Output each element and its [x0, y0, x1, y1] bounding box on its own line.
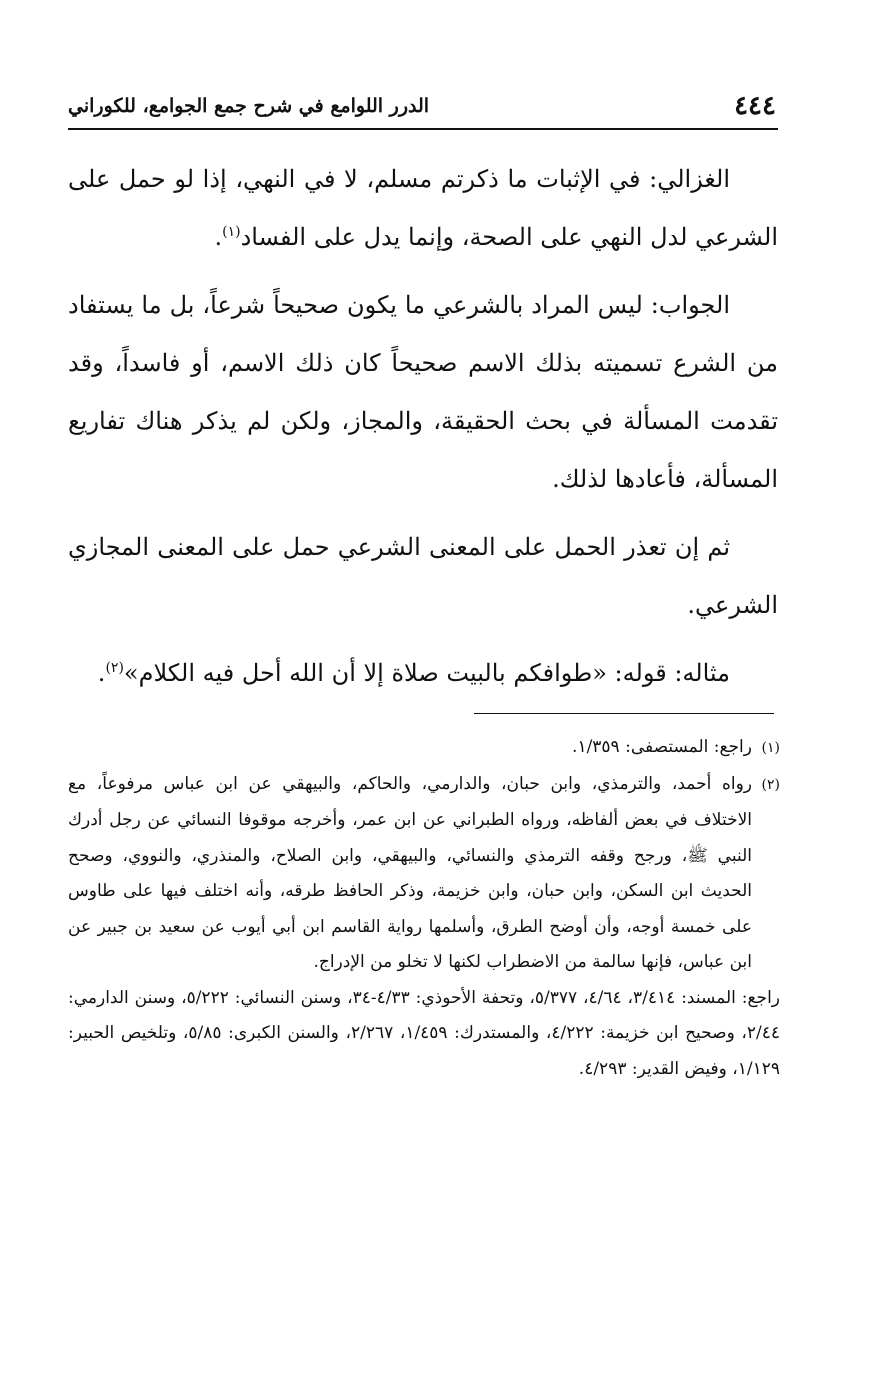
footnote-marker: (٢) [105, 660, 124, 676]
footnote-references: راجع: المسند: ٣/٤١٤، ٤/٦٤، ٥/٣٧٧، وتحفة الأحوذي: ٤/٣٣-٣٤، وسنن النسائي: ٥/٢٢٢، وسنن الدارمي: ٢/٤٤، وصحيح ابن خزيمة: ٤/٢٢٢، والمستدرك: ١/٤٥٩، ٢/٢٦٧، والسنن الكبرى: ٥/٨٥، وتلخيص الحبير: ١/١٢٩، وفيض القدير: ٤/٢٩٣. [68, 987, 780, 1079]
footnote-2 [68, 767, 780, 981]
footnote-1 [68, 730, 780, 767]
footnote-text: رواه أحمد، والترمذي، وابن حبان، والدارمي، والحاكم، والبيهقي عن ابن عباس مرفوعاً، مع الاختلاف في بعض ألفاظه، ورواه الطبراني عن ابن عمر، وأخرجه موقوفا النسائي عن رجل أدرك النبي ﷺ، ورجح وقفه الترمذي والنسائي، والبيهقي، وابن الصلاح، والمنذري، والنووي، وصحح الحديث ابن السكن، وابن حبان، وابن خزيمة، وذكر الحافظ طرقه، وأنه اختلف فيها على طاوس على خمسة أوجه، وأن أوضح الطرق، وأسلمها رواية القاسم ابن أبي أيوب عن سعيد بن جبير عن ابن عباس، فإنها سالمة من الاضطراب لكنها لا تخلو من الإدراج. [68, 773, 752, 972]
paragraph-answer: الجواب: ليس المراد بالشرعي ما يكون صحيحاً شرعاً، بل ما يستفاد من الشرع تسميته بذلك الاسم صحيحاً كان ذلك الاسم، أو فاسداً، وقد تقدمت المسألة في بحث الحقيقة، والمجاز، ولكن لم يذكر هناك تفاريع المسألة، فأعادها لذلك. [68, 291, 778, 493]
paragraph-text: الغزالي: في الإثبات ما ذكرتم مسلم، لا في النهي، إذا لو حمل على الشرعي لدل النهي على الصحة، وإنما يدل على الفساد [68, 165, 778, 251]
paragraph-ghazali [68, 150, 778, 266]
paragraph-end: . [214, 223, 223, 251]
running-title: الدرر اللوامع في شرح جمع الجوامع، للكوراني [68, 95, 430, 117]
footnotes [68, 730, 780, 1087]
paragraph-example [68, 644, 778, 702]
paragraph-end: . [97, 659, 106, 687]
page-header [68, 88, 776, 124]
footnote-number: (١) [761, 740, 780, 756]
main-text [68, 150, 778, 712]
header-rule [68, 128, 778, 130]
paragraph-majazi: ثم إن تعذر الحمل على المعنى الشرعي حمل على المعنى المجازي الشرعي. [68, 533, 778, 619]
footnote-marker: (١) [222, 224, 241, 240]
page-number: ٤٤٤ [734, 91, 776, 121]
footnote-separator [474, 713, 774, 714]
footnote-text: راجع: المستصفى: ١/٣٥٩. [572, 737, 752, 757]
footnote-number: (٢) [761, 776, 780, 793]
paragraph-text: مثاله: قوله: «طوافكم بالبيت صلاة إلا أن الله أحل فيه الكلام» [123, 659, 730, 687]
